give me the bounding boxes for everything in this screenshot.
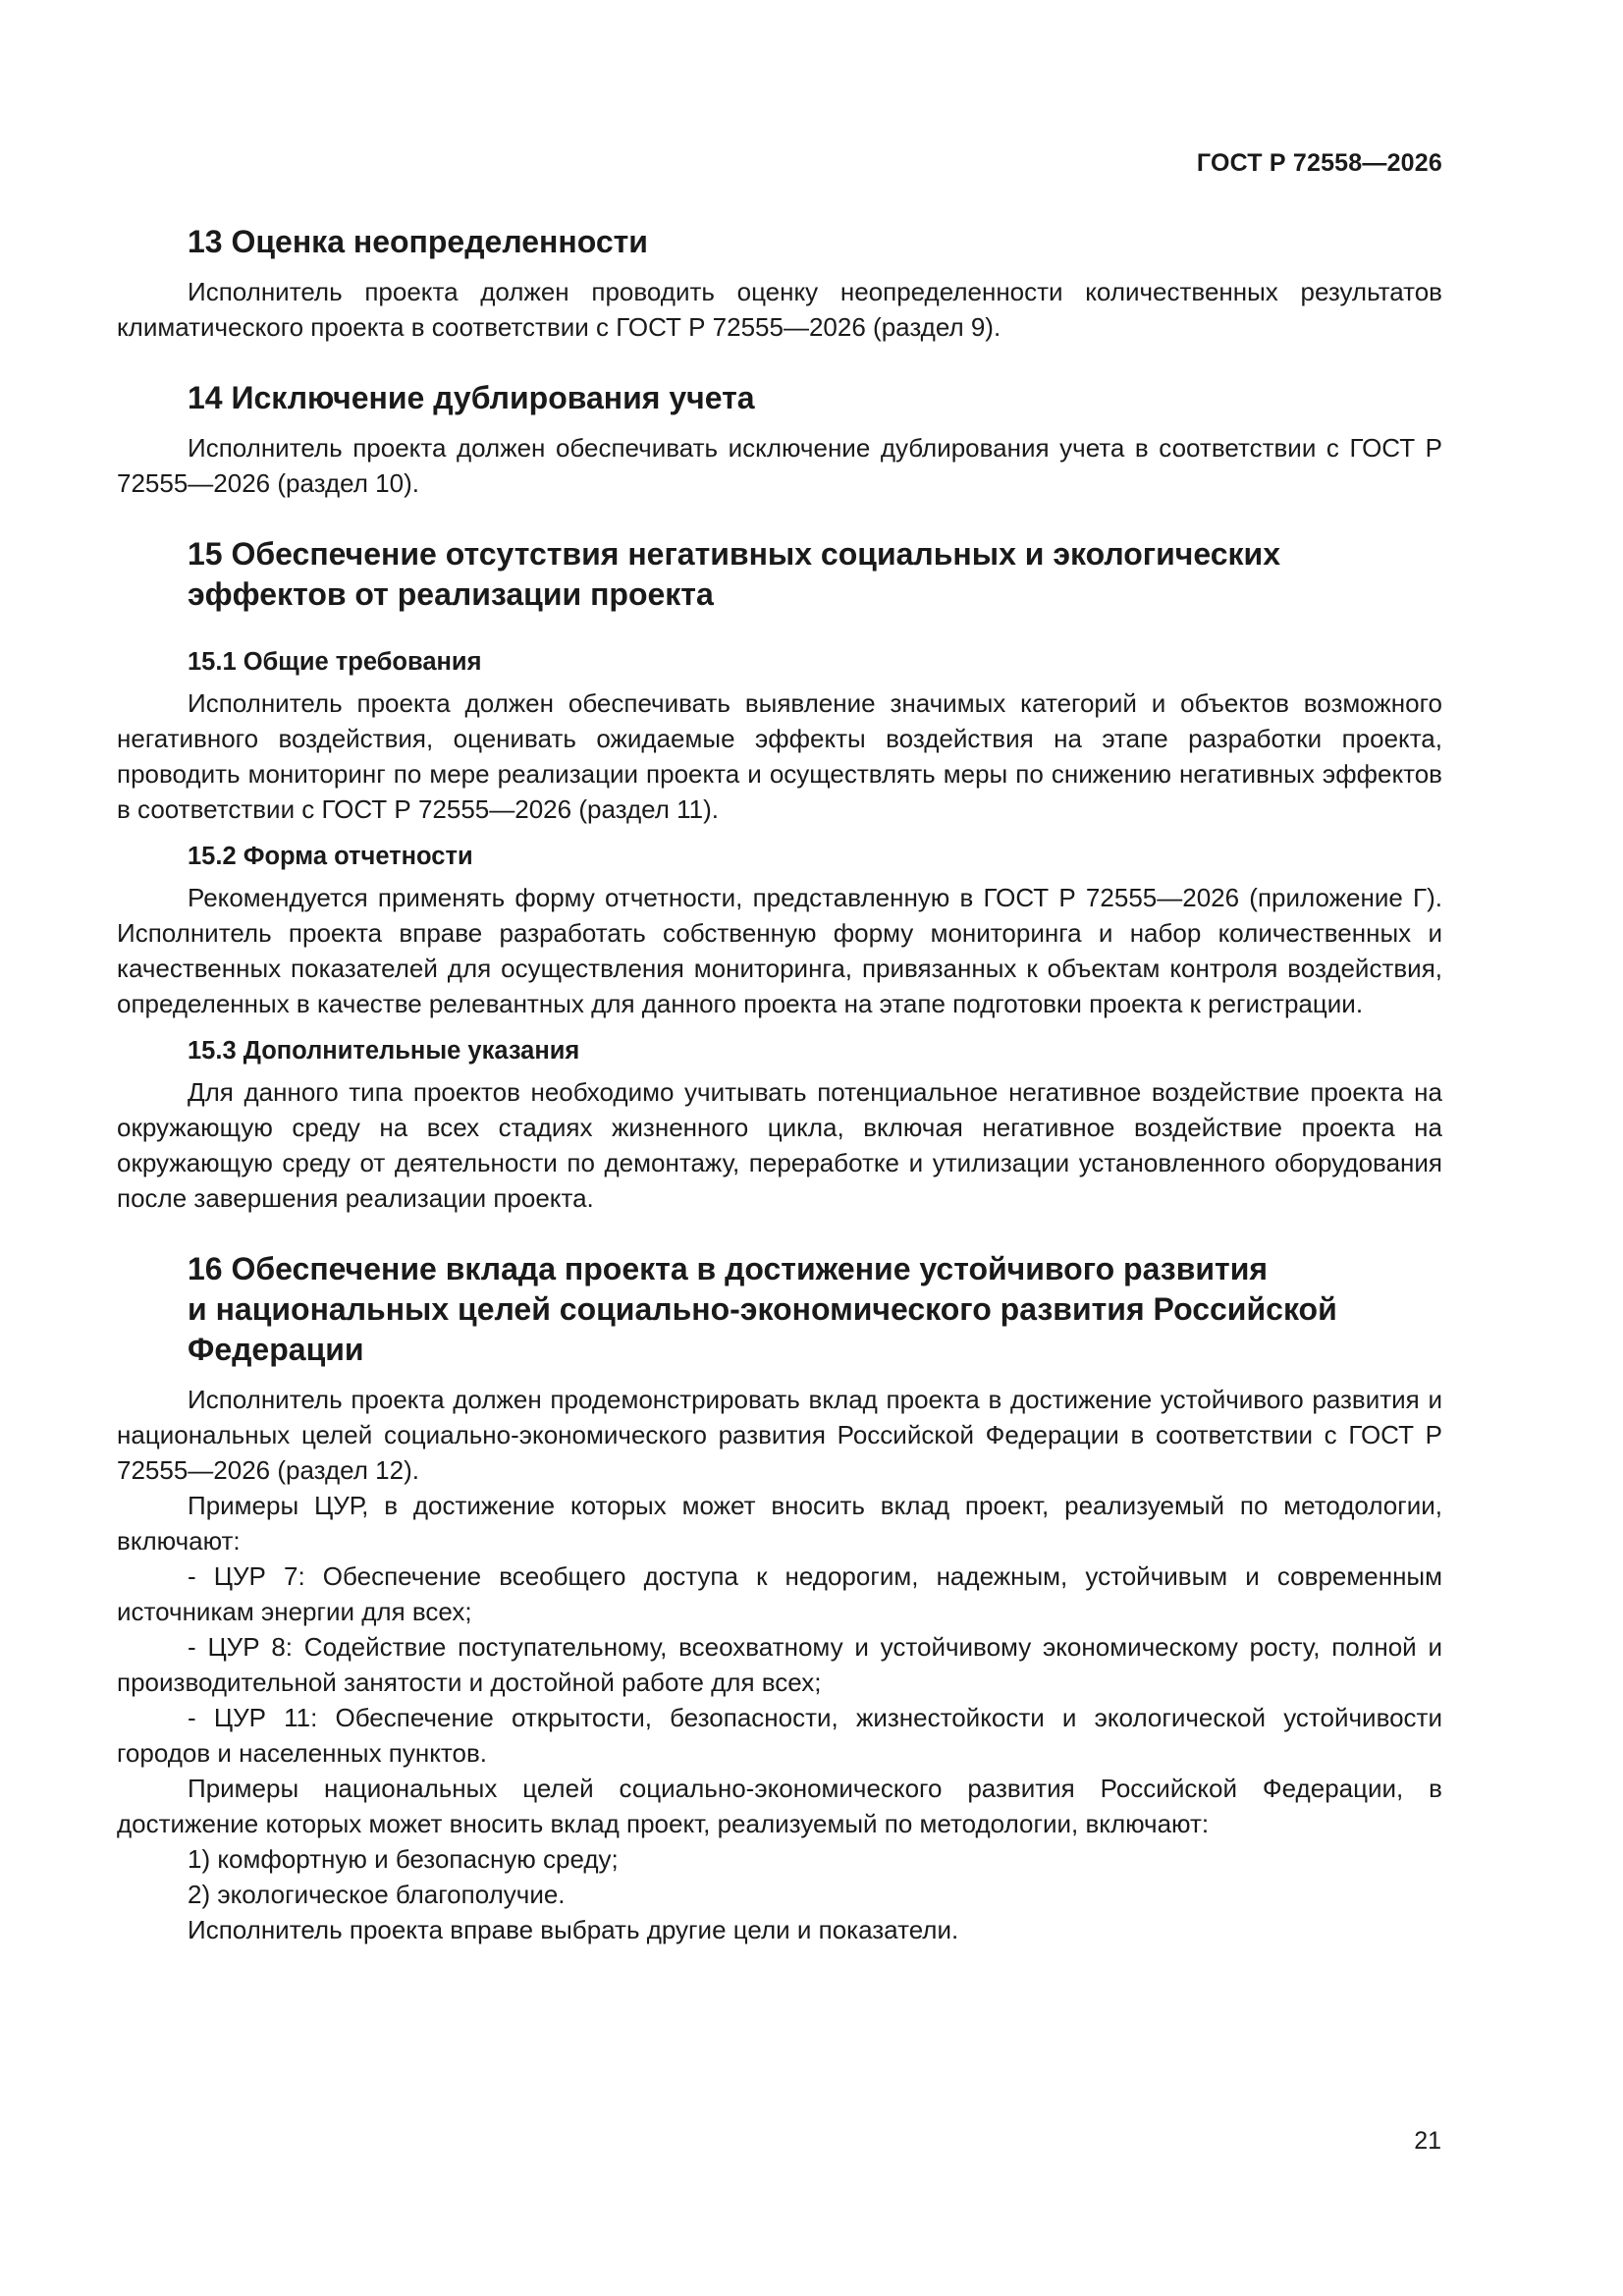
subsection-15-3-paragraph: Для данного типа проектов необходимо учитывать потенциальное негативное воздействие проекта на окружающую среду на всех стадиях жизненного цикла, включая негативное воздействие проекта на окружающую среду от деятельности по демонтажу, переработке и утилизации установленного оборудования после завершения реализации проекта. [117,1077,1442,1213]
section-16-sdg-8-item: - ЦУР 8: Содействие поступательному, всеохватному и устойчивому экономическому росту, полной и производительной занятости и достойной работе для всех; [117,1632,1442,1697]
page-number: 21 [1414,2127,1441,2155]
subsection-15-2-title: 15.2 Форма отчетности [188,843,473,870]
section-16-sdg-intro: Примеры ЦУР, в достижение которых может вносить вклад проект, реализуемый по методологии, включают: [117,1491,1442,1556]
section-16-sdg-11-item: - ЦУР 11: Обеспечение открытости, безопасности, жизнестойкости и экологической устойчивости городов и населенных пунктов. [117,1703,1442,1768]
section-15-title-line2: эффектов от реализации проекта [188,576,714,612]
page-content [117,222,1442,1947]
section-16-national-goal-2: 2) экологическое благополучие. [188,1880,566,1909]
section-14-paragraph: Исполнитель проекта должен обеспечивать исключение дублирования учета в соответствии с ГОСТ Р 72555—2026 (раздел 10). [117,433,1442,498]
subsection-15-2-paragraph: Рекомендуется применять форму отчетности, представленную в ГОСТ Р 72555—2026 (приложение Г). Исполнитель проекта вправе разработать собственную форму мониторинга и набор количественных и качественных показателей для осуществления мониторинга, привязанных к объектам контроля воздействия, определенных в качестве релевантных для данного проекта на этапе подготовки проекта к регистрации. [117,883,1442,1018]
section-16-national-goals-intro: Примеры национальных целей социально-экономического развития Российской Федерации, в достижение которых может вносить вклад проект, реализуемый по методологии, включают: [117,1774,1442,1838]
subsection-15-3-title: 15.3 Дополнительные указания [188,1037,580,1065]
section-14-title: 14 Исключение дублирования учета [188,380,755,415]
subsection-15-1-title: 15.1 Общие требования [188,648,482,676]
subsection-15-1-paragraph: Исполнитель проекта должен обеспечивать выявление значимых категорий и объектов возможного негативного воздействия, оценивать ожидаемые эффекты воздействия на этапе разработки проекта, проводить мониторинг по мере реализации проекта и осуществлять меры по снижению негативных эффектов в соответствии с ГОСТ Р 72555—2026 (раздел 11). [117,688,1442,824]
section-16-title-line3: Федерации [188,1332,364,1367]
document-code-header: ГОСТ Р 72558—2026 [1196,149,1442,177]
section-16-closing-paragraph: Исполнитель проекта вправе выбрать другие цели и показатели. [188,1915,959,1944]
section-16-title-line1: 16 Обеспечение вклада проекта в достижение устойчивого развития [188,1251,1269,1286]
section-16-sdg-7-item: - ЦУР 7: Обеспечение всеобщего доступа к недорогим, надежным, устойчивым и современным источникам энергии для всех; [117,1561,1442,1626]
section-16-national-goal-1: 1) комфортную и безопасную среду; [188,1844,619,1874]
section-13-paragraph: Исполнитель проекта должен проводить оценку неопределенности количественных результатов климатического проекта в соответствии с ГОСТ Р 72555—2026 (раздел 9). [117,277,1442,342]
section-16-paragraph: Исполнитель проекта должен продемонстрировать вклад проекта в достижение устойчивого развития и национальных целей социально-экономического развития Российской Федерации в соответствии с ГОСТ Р 72555—2026 (раздел 12). [117,1385,1442,1485]
section-13-title: 13 Оценка неопределенности [188,224,648,259]
section-15-title-line1: 15 Обеспечение отсутствия негативных социальных и экологических [188,536,1281,572]
section-16-title-line2: и национальных целей социально-экономического развития Российской [188,1291,1337,1327]
